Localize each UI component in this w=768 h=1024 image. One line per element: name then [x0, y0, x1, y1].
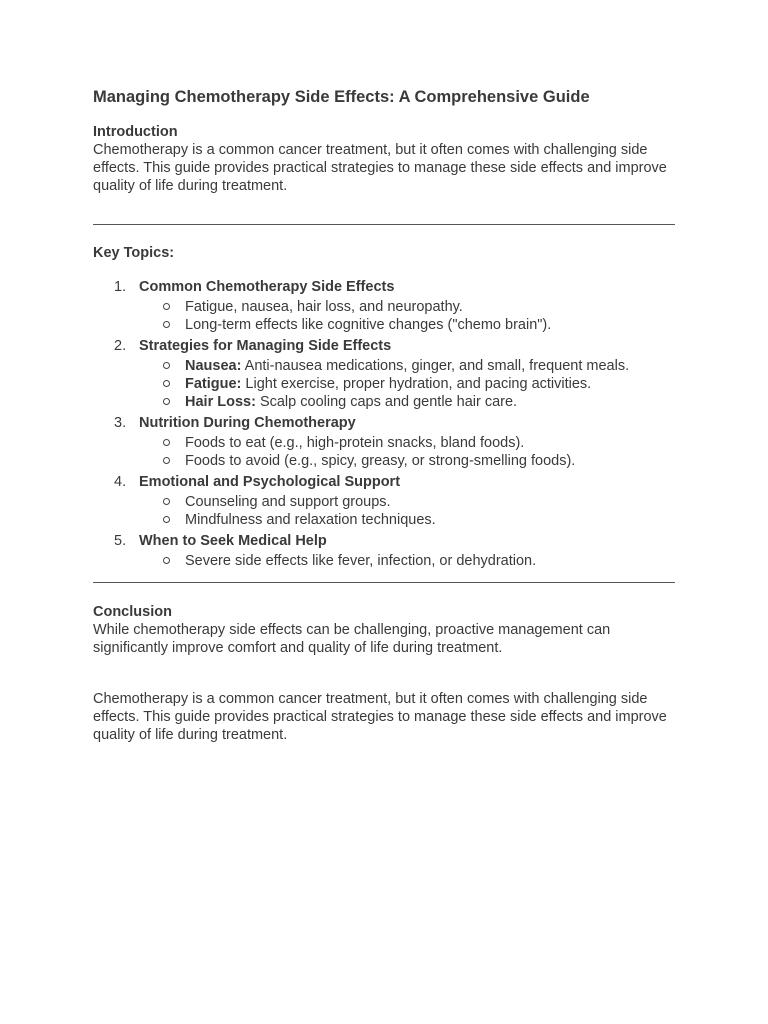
hollow-bullet-icon — [163, 303, 170, 310]
sub-list — [139, 493, 675, 529]
sub-list-item — [139, 552, 675, 570]
closing-paragraph: Chemotherapy is a common cancer treatment, but it often comes with challenging side effects. This guide provides practical strategies to manage these side effects and improve quality of life during treatment. — [93, 691, 667, 743]
sub-list-item — [139, 393, 675, 411]
sub-item-text: Fatigue, nausea, hair loss, and neuropathy. — [185, 299, 463, 315]
sub-item-label: Hair Loss: — [185, 394, 256, 410]
sub-item-text: Long-term effects like cognitive changes ("chemo brain"). — [185, 317, 552, 333]
hollow-bullet-icon — [163, 362, 170, 369]
hollow-bullet-icon — [163, 498, 170, 505]
section-divider — [93, 582, 675, 583]
sub-item-text: Foods to avoid (e.g., spicy, greasy, or strong-smelling foods). — [185, 453, 576, 469]
sub-list — [139, 552, 675, 570]
list-item-title: Strategies for Managing Side Effects — [139, 338, 392, 354]
sub-item-text: Anti-nausea medications, ginger, and small, frequent meals. — [241, 358, 630, 374]
list-item-number: 4. — [114, 474, 127, 490]
sub-list-item — [139, 316, 675, 334]
introduction-heading: Introduction — [93, 124, 178, 140]
list-item-number: 1. — [114, 279, 127, 295]
hollow-bullet-icon — [163, 516, 170, 523]
sub-item-text: Mindfulness and relaxation techniques. — [185, 512, 436, 528]
list-item-number: 5. — [114, 533, 127, 549]
hollow-bullet-icon — [163, 439, 170, 446]
sub-list — [139, 434, 675, 470]
list-item — [93, 473, 675, 529]
list-item-title: Common Chemotherapy Side Effects — [139, 279, 395, 295]
list-item — [93, 414, 675, 470]
sub-item-text: Counseling and support groups. — [185, 494, 391, 510]
sub-list — [139, 298, 675, 334]
sub-list-item — [139, 511, 675, 529]
introduction-text: Chemotherapy is a common cancer treatment, but it often comes with challenging side effects. This guide provides practical strategies to manage these side effects and improve quality of life during treatment. — [93, 142, 667, 194]
document-page — [93, 86, 675, 744]
hollow-bullet-icon — [163, 321, 170, 328]
hollow-bullet-icon — [163, 457, 170, 464]
list-item-title: When to Seek Medical Help — [139, 533, 327, 549]
conclusion-heading: Conclusion — [93, 604, 172, 620]
section-divider — [93, 224, 675, 225]
conclusion-text: While chemotherapy side effects can be challenging, proactive management can significantly improve comfort and quality of life during treatment. — [93, 622, 611, 656]
sub-list — [139, 357, 675, 411]
sub-list-item — [139, 493, 675, 511]
sub-item-label: Nausea: — [185, 358, 242, 374]
sub-item-text: Scalp cooling caps and gentle hair care. — [255, 394, 518, 410]
list-item-number: 2. — [114, 338, 127, 354]
sub-list-item — [139, 357, 675, 375]
sub-list-item — [139, 434, 675, 452]
key-topics-list — [93, 278, 675, 570]
page-title: Managing Chemotherapy Side Effects: A Comprehensive Guide — [93, 88, 590, 106]
list-item — [93, 532, 675, 570]
sub-list-item — [139, 375, 675, 393]
sub-item-label: Fatigue: — [185, 376, 242, 392]
hollow-bullet-icon — [163, 380, 170, 387]
hollow-bullet-icon — [163, 398, 170, 405]
hollow-bullet-icon — [163, 557, 170, 564]
list-item-title: Emotional and Psychological Support — [139, 474, 401, 490]
sub-item-text: Severe side effects like fever, infection, or dehydration. — [185, 553, 537, 569]
list-item — [93, 337, 675, 411]
list-item — [93, 278, 675, 334]
list-item-number: 3. — [114, 415, 127, 431]
list-item-title: Nutrition During Chemotherapy — [139, 415, 356, 431]
key-topics-heading: Key Topics: — [93, 245, 175, 261]
sub-list-item — [139, 298, 675, 316]
sub-item-text: Foods to eat (e.g., high-protein snacks, bland foods). — [185, 435, 525, 451]
sub-list-item — [139, 452, 675, 470]
sub-item-text: Light exercise, proper hydration, and pacing activities. — [241, 376, 592, 392]
